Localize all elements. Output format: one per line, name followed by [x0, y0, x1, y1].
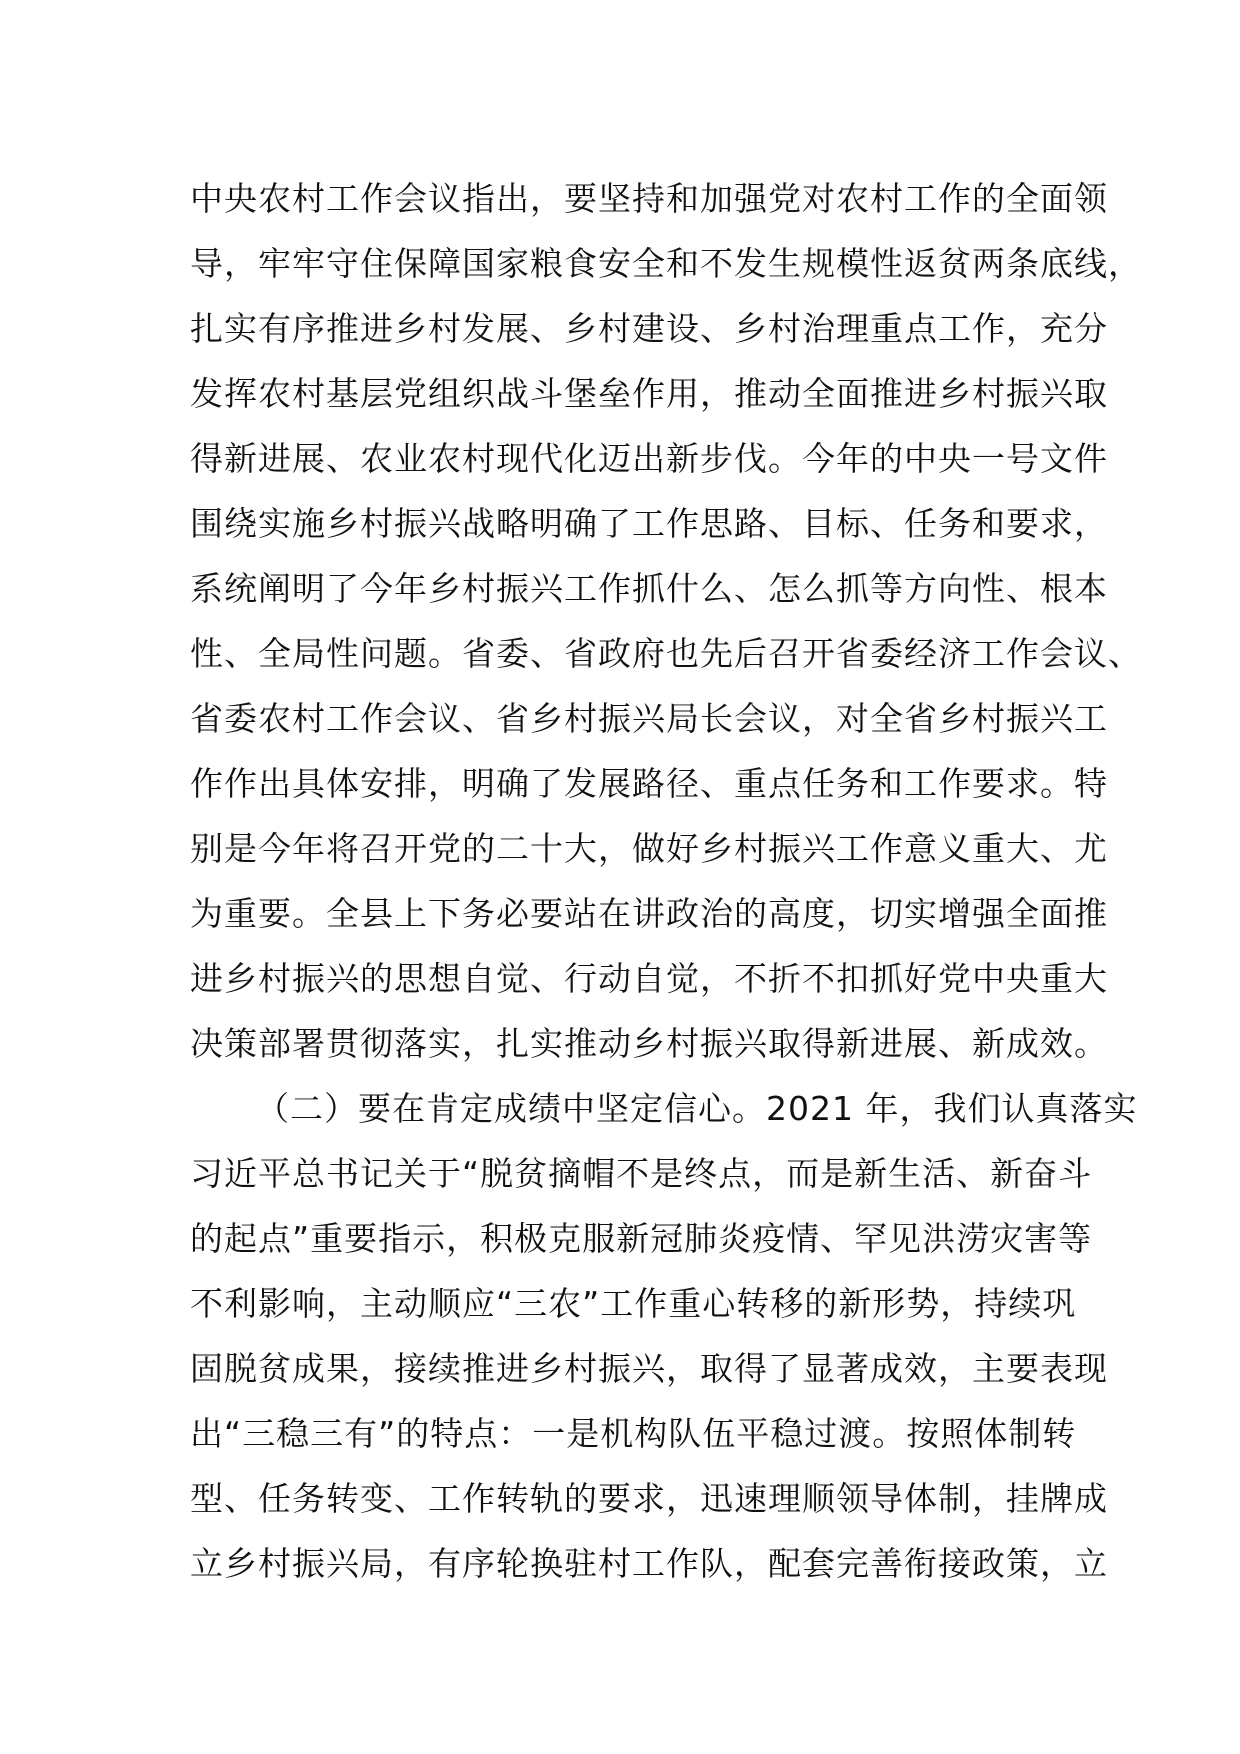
text-line: 不利影响，主动顺应“三农”工作重心转移的新形势，持续巩: [190, 1284, 1077, 1323]
text-line: 导，牢牢守住保障国家粮食安全和不发生规模性返贫两条底线，: [190, 244, 1142, 283]
text-line: 为重要。全县上下务必要站在讲政治的高度，切实增强全面推: [190, 894, 1108, 933]
section-heading-line: （二）要在肯定成绩中坚定信心。2021 年，我们认真落实: [256, 1089, 1138, 1128]
text-line: 围绕实施乡村振兴战略明确了工作思路、目标、任务和要求，: [190, 504, 1108, 543]
text-line: 系统阐明了今年乡村振兴工作抓什么、怎么抓等方向性、根本: [190, 569, 1108, 608]
text-line: 习近平总书记关于“脱贫摘帽不是终点，而是新生活、新奋斗: [190, 1154, 1093, 1193]
text-line: 的起点”重要指示，积极克服新冠肺炎疫情、罕见洪涝灾害等: [190, 1219, 1093, 1258]
text-line: 决策部署贯彻落实，扎实推动乡村振兴取得新进展、新成效。: [190, 1024, 1108, 1063]
text-line: 扎实有序推进乡村发展、乡村建设、乡村治理重点工作，充分: [190, 309, 1108, 348]
text-line: 发挥农村基层党组织战斗堡垒作用，推动全面推进乡村振兴取: [190, 374, 1108, 413]
text-line: 性、全局性问题。省委、省政府也先后召开省委经济工作会议、: [190, 634, 1142, 673]
text-line: 作作出具体安排，明确了发展路径、重点任务和工作要求。特: [190, 764, 1108, 803]
text-line: 型、任务转变、工作转轨的要求，迅速理顺领导体制，挂牌成: [190, 1479, 1108, 1518]
text-line: 固脱贫成果，接续推进乡村振兴，取得了显著成效，主要表现: [190, 1349, 1108, 1388]
body-text: [190, 166, 1142, 1596]
text-line: 出“三稳三有”的特点：一是机构队伍平稳过渡。按照体制转: [190, 1414, 1077, 1453]
text-line: 立乡村振兴局，有序轮换驻村工作队，配套完善衔接政策，立: [190, 1544, 1108, 1583]
text-line: 省委农村工作会议、省乡村振兴局长会议，对全省乡村振兴工: [190, 699, 1108, 738]
text-line: 别是今年将召开党的二十大，做好乡村振兴工作意义重大、尤: [190, 829, 1108, 868]
text-line: 中央农村工作会议指出，要坚持和加强党对农村工作的全面领: [190, 179, 1108, 218]
text-line: 进乡村振兴的思想自觉、行动自觉，不折不扣抓好党中央重大: [190, 959, 1108, 998]
text-line: 得新进展、农业农村现代化迈出新步伐。今年的中央一号文件: [190, 439, 1108, 478]
